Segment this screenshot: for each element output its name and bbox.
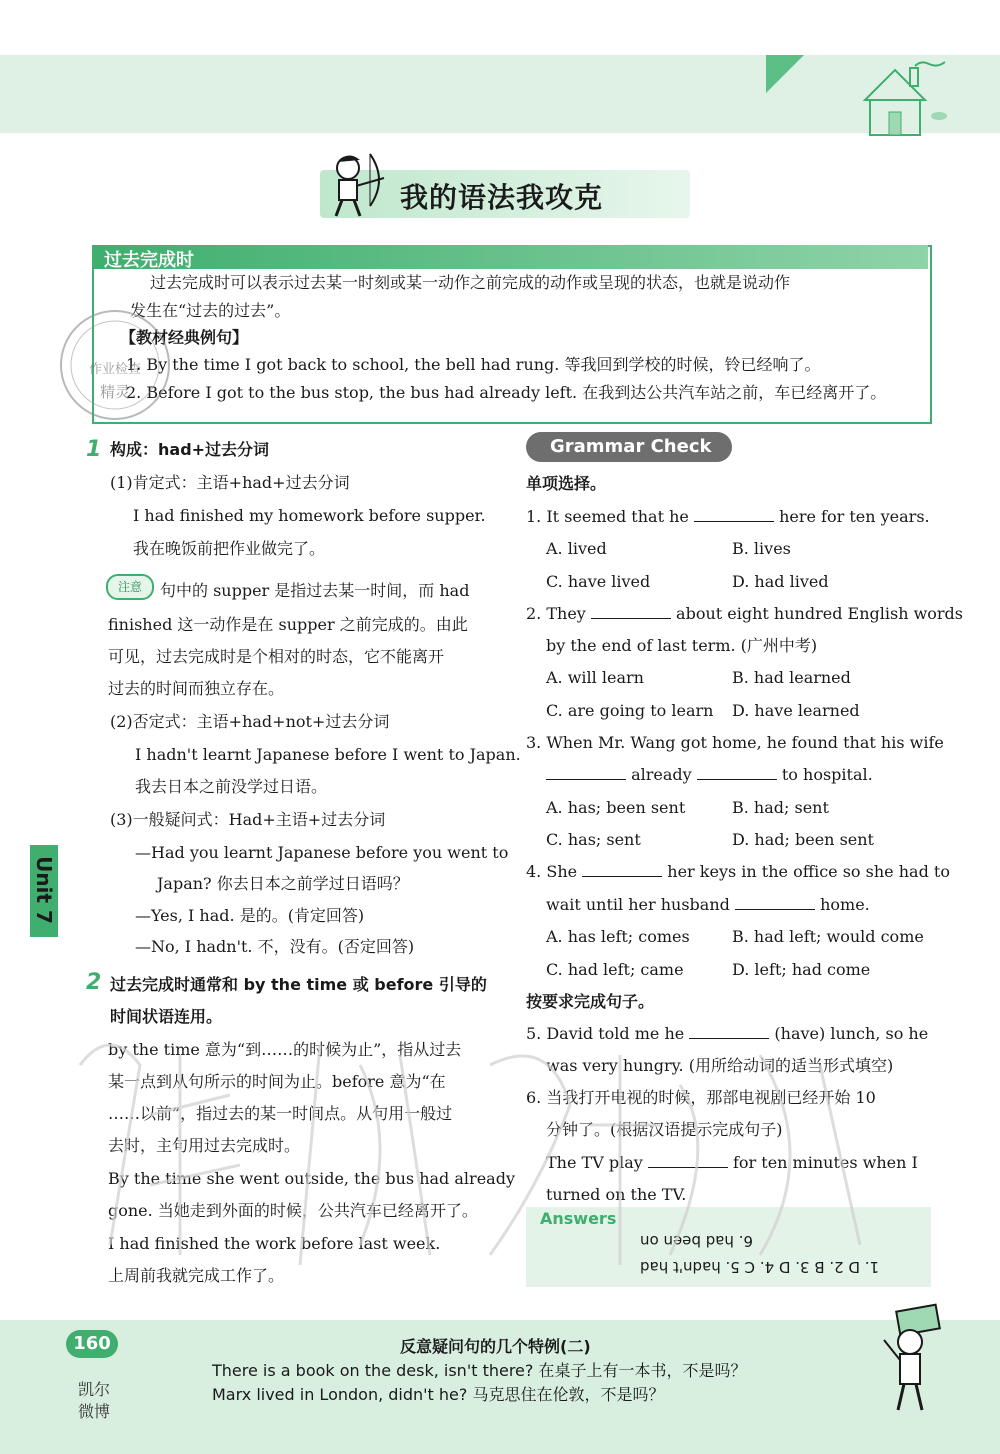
q6-stem-en-cont: turned on the TV. (546, 1185, 687, 1204)
section2-heading-line1: 过去完成时通常和 by the time 或 before 引导的 (110, 975, 487, 994)
q2-stem: 2. They about eight hundred English words (526, 604, 964, 623)
answers-line2: 6. had been on (640, 1232, 754, 1250)
house-illustration-icon (855, 60, 950, 140)
q1-stem: 1. It seemed that he here for ten years. (526, 507, 930, 526)
q4-option-a: A. has left; comes (546, 927, 690, 946)
q5-stem-cont: was very hungry. (用所给动词的适当形式填空) (546, 1056, 894, 1075)
q4-option-d: D. left; had come (732, 960, 871, 979)
intro-text-line2: 发生在“过去的过去”。 (130, 301, 291, 320)
section1-heading: 构成：had+过去分词 (110, 440, 270, 459)
q3-option-c: C. has; sent (546, 830, 641, 849)
section2-body-line1: by the time 意为“到……的时候为止”，指从过去 (108, 1040, 462, 1059)
corner-triangle (766, 55, 804, 93)
brand-line2: 微博 (78, 1402, 111, 1421)
q2-option-d: D. have learned (732, 701, 860, 720)
intro-text-line1: 过去完成时可以表示过去某一时刻或某一动作之前完成的动作或呈现的状态，也就是说动作 (150, 273, 791, 292)
intro-heading-bar (92, 245, 928, 269)
grammar-check-label: Grammar Check (550, 436, 712, 457)
question-line1: —Had you learnt Japanese before you went to (135, 843, 509, 862)
watermark-icon (60, 1025, 960, 1285)
stamp-icon (55, 305, 175, 425)
q4-option-c: C. had left; came (546, 960, 684, 979)
intro-example2: 2. Before I got to the bus stop, the bus had already left. 在我到达公共汽车站之前，车已经离开了。 (126, 383, 887, 402)
q5-stem: 5. David told me he (have) lunch, so he (526, 1024, 929, 1043)
q1-option-b: B. lives (732, 539, 791, 558)
top-band (0, 55, 1000, 133)
archer-boy-icon (322, 148, 392, 220)
brand-line1: 凯尔 (78, 1380, 111, 1399)
q4-option-b: B. had left; would come (732, 927, 924, 946)
kid-with-book-icon (860, 1300, 960, 1420)
section2-body-line4: 去时，主句用过去完成时。 (108, 1136, 301, 1155)
section1-number: 1 (86, 437, 102, 462)
section2-number: 2 (86, 970, 102, 995)
q6-stem: 6. 当我打开电视的时候，那部电视剧已经开始 10 (526, 1088, 876, 1107)
negative-example-zh: 我去日本之前没学过日语。 (135, 777, 328, 796)
note-icon: 注意 (106, 574, 154, 600)
part1-heading: 单项选择。 (526, 474, 607, 493)
page-number: 160 (73, 1333, 111, 1354)
section2-example1-line1: By the time she went outside, the bus had already (108, 1169, 515, 1188)
section2-body-line2: 某一点到从句所示的时间为止。before 意为“在 (108, 1072, 446, 1091)
q1-option-c: C. have lived (546, 572, 651, 591)
footer-line2: Marx lived in London, didn't he? 马克思住在伦敦，不是吗？ (212, 1385, 665, 1404)
q3-stem-cont: already to hospital. (546, 765, 873, 785)
q2-stem-cont: by the end of last term. (广州中考) (546, 636, 818, 655)
note-line3: 可见，过去完成时是个相对的时态，它不能离开 (108, 647, 445, 666)
section2-body-line3: ……以前”，指过去的某一时间点。从句用一般过 (108, 1104, 453, 1123)
question-label: (3)一般疑问式：Had+主语+过去分词 (110, 810, 386, 829)
note-line1: 句中的 supper 是指过去某一时间，而 had (160, 581, 470, 600)
q1-option-a: A. lived (546, 539, 607, 558)
affirmative-example-zh: 我在晚饭前把作业做完了。 (133, 539, 326, 558)
answers-line1: 1. D 2. B 3. D 4. C 5. hadn't had (640, 1258, 880, 1276)
q2-option-a: A. will learn (546, 668, 644, 687)
section2-heading-line2: 时间状语连用。 (110, 1007, 223, 1026)
q6-stem-cont: 分钟了。(根据汉语提示完成句子) (546, 1120, 783, 1139)
q3-stem: 3. When Mr. Wang got home, he found that his wife (526, 733, 944, 752)
q3-option-a: A. has; been sent (546, 798, 686, 817)
section2-example1-line2: gone. 当她走到外面的时候，公共汽车已经离开了。 (108, 1201, 478, 1220)
affirmative-label: (1)肯定式：主语+had+过去分词 (110, 473, 350, 492)
intro-example1: 1. By the time I got back to school, the bell had rung. 等我回到学校的时候，铃已经响了。 (126, 355, 821, 374)
negative-label: (2)否定式：主语+had+not+过去分词 (110, 712, 390, 731)
footer-title: 反意疑问句的几个特例(二) (400, 1337, 591, 1356)
q3-option-d: D. had; been sent (732, 830, 874, 849)
negative-example-en: I hadn't learnt Japanese before I went to Japan. (135, 745, 521, 764)
intro-heading: 过去完成时 (104, 250, 194, 271)
q2-option-c: C. are going to learn (546, 701, 714, 720)
question-line2: Japan? 你去日本之前学过日语吗？ (157, 874, 409, 893)
q4-stem: 4. She her keys in the office so she had to (526, 862, 950, 881)
answer-yes: —Yes, I had. 是的。(肯定回答) (135, 906, 365, 925)
stamp-text-2: 精灵 (99, 383, 131, 401)
answers-label: Answers (540, 1209, 617, 1228)
q4-stem-cont: wait until her husband home. (546, 895, 870, 914)
unit-label: Unit 7 (32, 856, 56, 924)
part2-heading: 按要求完成句子。 (526, 992, 655, 1011)
q1-option-d: D. had lived (732, 572, 829, 591)
footer-line1: There is a book on the desk, isn't there? 在桌子上有一本书，不是吗？ (212, 1361, 747, 1380)
stamp-text-1: 作业检查 (88, 362, 142, 377)
note-line2: finished 这一动作是在 supper 之前完成的。由此 (108, 615, 468, 634)
q6-stem-en: The TV play for ten minutes when I (546, 1153, 918, 1172)
q3-option-b: B. had; sent (732, 798, 829, 817)
section2-example2-en: I had finished the work before last week. (108, 1234, 441, 1253)
answer-no: —No, I hadn't. 不，没有。(否定回答) (135, 937, 415, 956)
q2-option-b: B. had learned (732, 668, 851, 687)
examples-heading: 【教材经典例句】 (120, 328, 249, 347)
note-line4: 过去的时间而独立存在。 (108, 679, 285, 698)
page-title: 我的语法我攻克 (400, 181, 604, 214)
affirmative-example-en: I had finished my homework before supper. (133, 506, 486, 525)
section2-example2-zh: 上周前我就完成工作了。 (108, 1266, 285, 1285)
